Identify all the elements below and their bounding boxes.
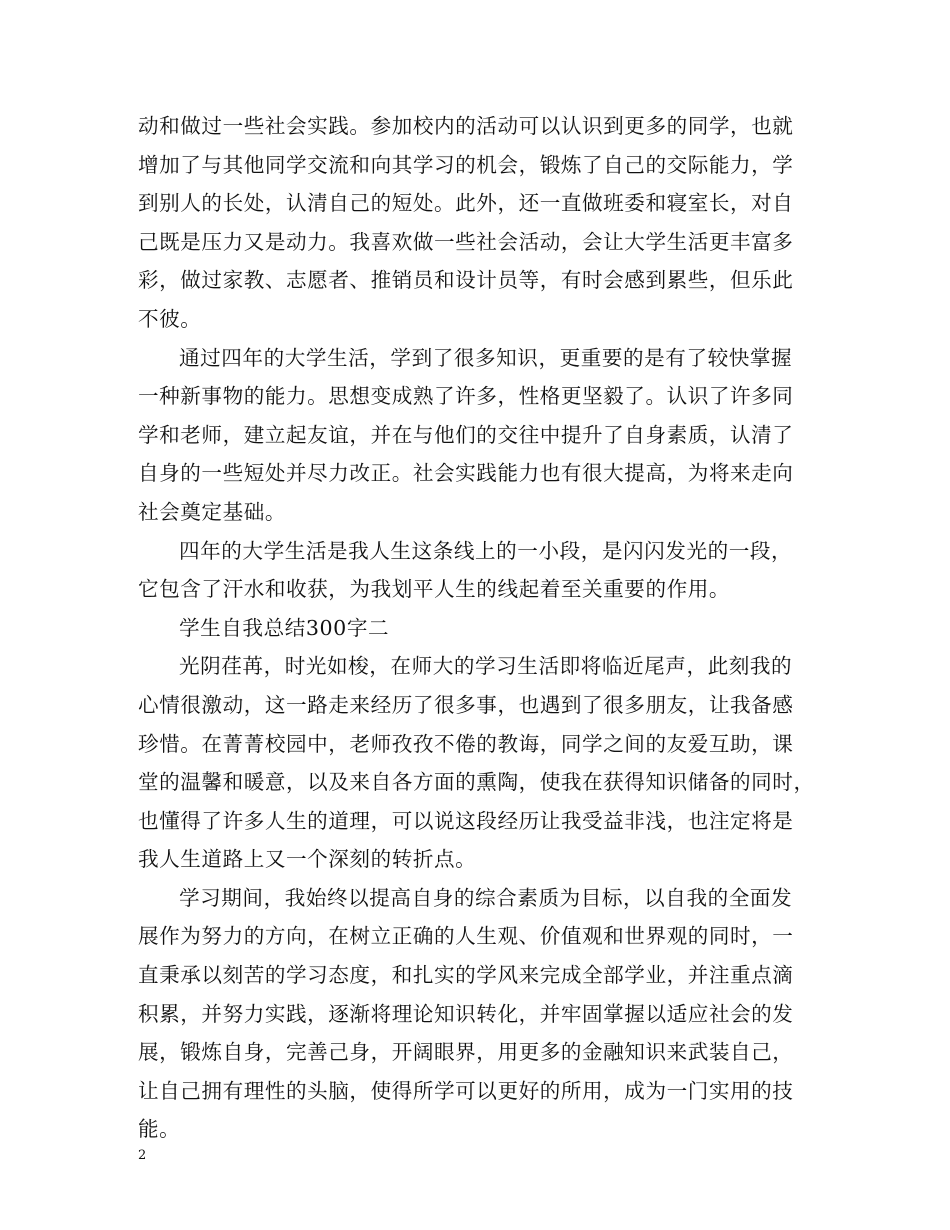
- text-line: 动和做过一些社会实践。参加校内的活动可以认识到更多的同学，也就: [138, 114, 794, 138]
- text-line: 社会奠定基础。: [138, 499, 287, 524]
- paragraph-first-line: 学习期间，我始终以提高自身的综合素质为目标，以自我的全面发: [179, 885, 793, 910]
- text-line: 不彼。: [138, 306, 202, 331]
- text-line: 学和老师，建立起友谊，并在与他们的交往中提升了自身素质，认清了: [138, 422, 794, 447]
- paragraph-first-line: 光阴荏苒，时光如梭，在师大的学习生活即将临近尾声，此刻我的: [179, 654, 793, 679]
- text-line: 彩，做过家教、志愿者、推销员和设计员等，有时会感到累些，但乐此: [138, 268, 794, 293]
- document-body: [138, 107, 818, 1149]
- page-number: 2: [138, 1148, 147, 1163]
- section-heading: 学生自我总结300字二: [179, 615, 390, 640]
- text-line: 珍惜。在菁菁校园中，老师孜孜不倦的教诲，同学之间的友爱互助，课: [138, 731, 794, 756]
- text-line: 展，锻炼自身，完善己身，开阔眼界，用更多的金融知识来武装自己，: [138, 1040, 794, 1065]
- text-line: 直秉承以刻苦的学习态度，和扎实的学风来完成全部学业，并注重点滴: [138, 963, 794, 988]
- text-line: 我人生道路上又一个深刻的转折点。: [138, 847, 477, 872]
- paragraph-first-line: 通过四年的大学生活，学到了很多知识，更重要的是有了较快掌握: [179, 345, 793, 370]
- text-line: 一种新事物的能力。思想变成熟了许多，性格更坚毅了。认识了许多同: [138, 384, 794, 409]
- text-line: 到别人的长处，认清自己的短处。此外，还一直做班委和寝室长，对自: [138, 191, 794, 216]
- text-line: 心情很激动，这一路走来经历了很多事，也遇到了很多朋友，让我备感: [138, 692, 794, 717]
- text-line: 堂的温馨和暖意，以及来自各方面的熏陶，使我在获得知识储备的同时，: [138, 770, 815, 795]
- text-line: 让自己拥有理性的头脑，使得所学可以更好的所用，成为一门实用的技: [138, 1078, 794, 1103]
- paragraph-first-line: 四年的大学生活是我人生这条线上的一小段，是闪闪发光的一段，: [179, 538, 793, 563]
- text-line: 展作为努力的方向，在树立正确的人生观、价值观和世界观的同时，一: [138, 924, 794, 949]
- text-line: 它包含了汗水和收获，为我划平人生的线起着至关重要的作用。: [138, 577, 731, 602]
- text-line: 增加了与其他同学交流和向其学习的机会，锻炼了自己的交际能力，学: [138, 152, 794, 177]
- text-line: 积累，并努力实践，逐渐将理论知识转化，并牢固掌握以适应社会的发: [138, 1001, 794, 1026]
- text-line: 己既是压力又是动力。我喜欢做一些社会活动，会让大学生活更丰富多: [138, 229, 794, 254]
- text-line: 自身的一些短处并尽力改正。社会实践能力也有很大提高，为将来走向: [138, 461, 794, 486]
- text-line: 能。: [138, 1117, 181, 1142]
- text-line: 也懂得了许多人生的道理，可以说这段经历让我受益非浅，也注定将是: [138, 808, 794, 833]
